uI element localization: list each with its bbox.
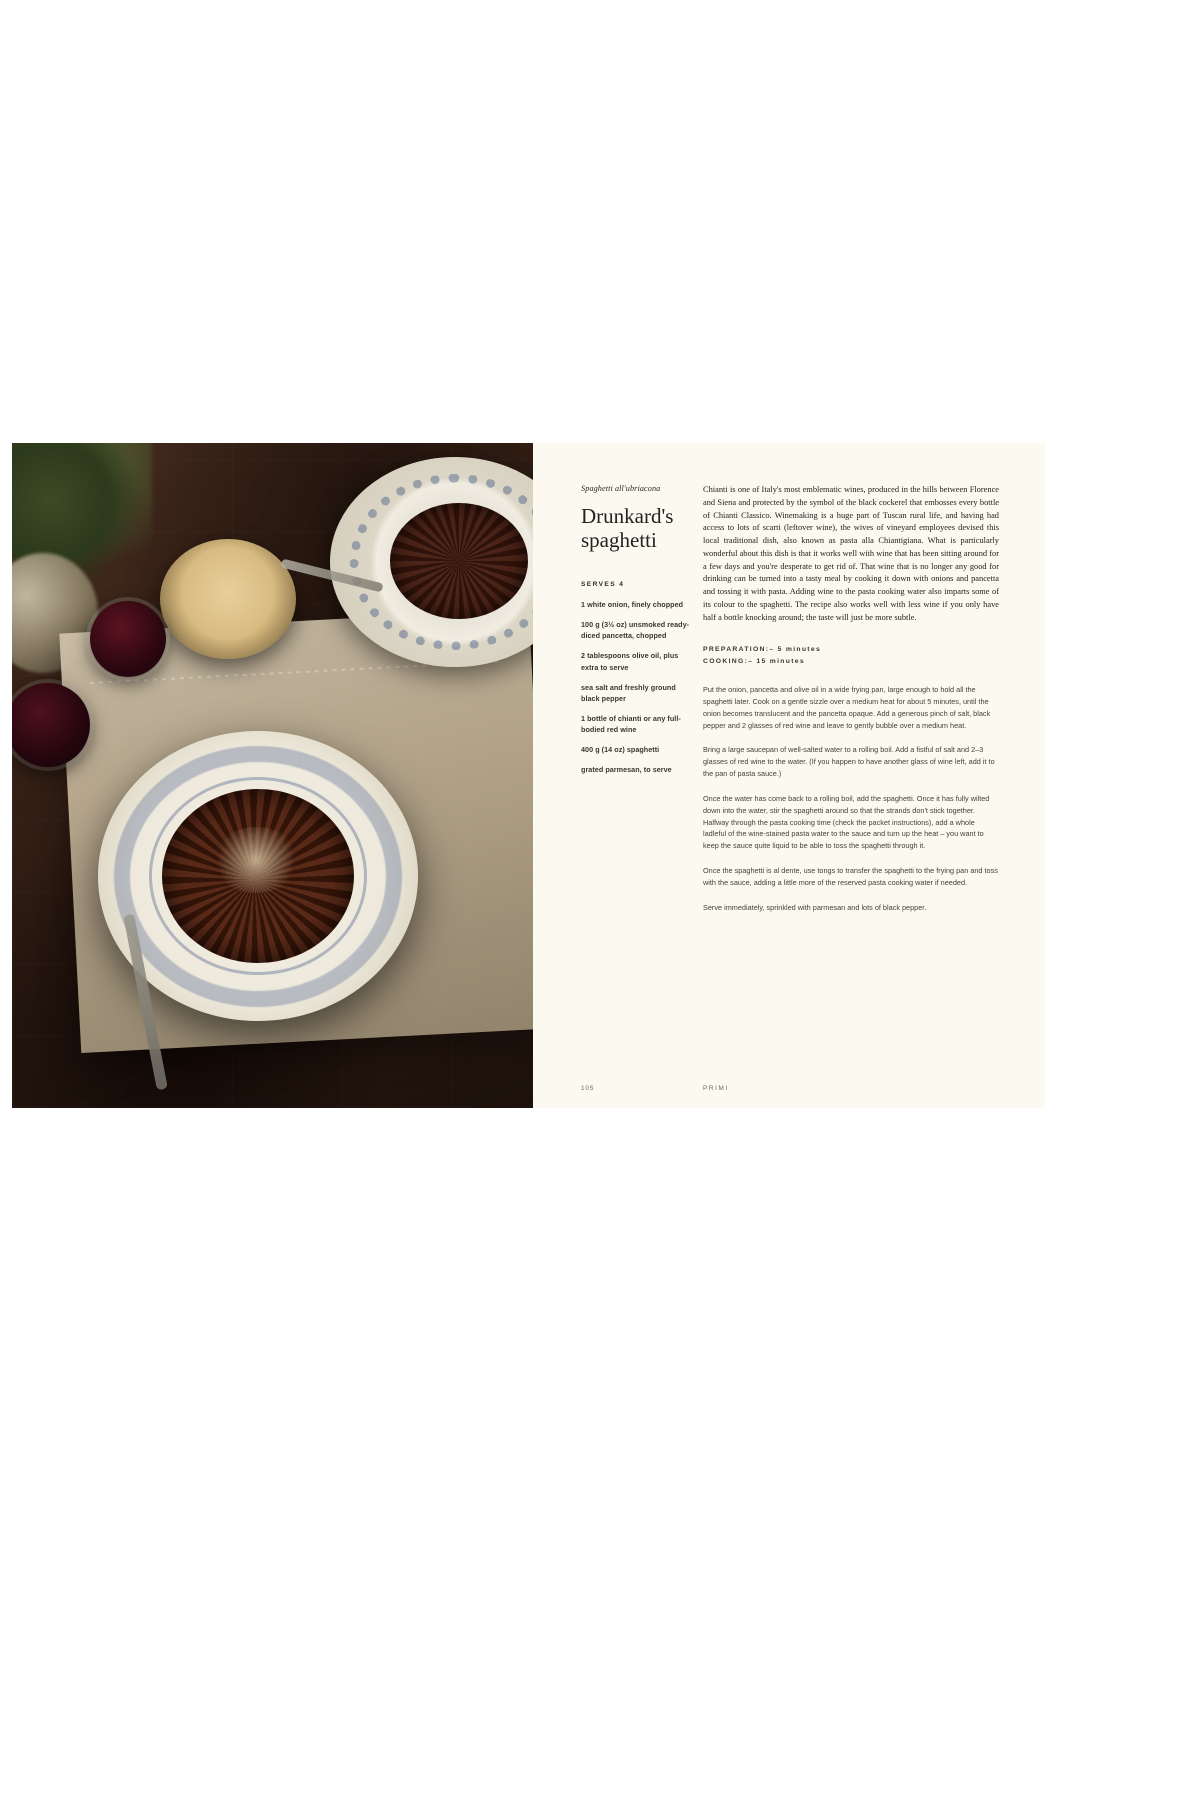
list-item: grated parmesan, to serve [581,765,672,775]
page-number: 105 [581,1085,595,1092]
list-item: 1 white onion, finely chopped [581,599,684,609]
recipe-introduction: Chianti is one of Italy's most emblematic wines, produced in the hills between Florence and Siena and protected by the symbol of the black cockerel that embosses every bottle of Chianti Classico. Winemaking is a huge part of Tuscan rural life, and having had access to lots of scarti (leftover wine), the wives of vineyard employees devised this local traditional dish, also known as pasta alla Chiantigiana. What is particularly wonderful about this dish is that it works well with wine that has been sitting around for a few days and you're desperate to get rid of. That wine that is no longer any good for drinking can be turned into a tasty meal by cooking it down with onions and pancetta and tossing it with pasta. Adding wine to the pasta cooking water also imparts some of its colour to the spaghetti. The recipe also works well with less wine if you only have half a bottle knocking around; the taste will just be more subtle. [703,485,999,622]
list-item: 2 tablespoons olive oil, plus extra to serve [581,651,679,672]
italian-recipe-title: Spaghetti all'ubriacona [581,484,661,493]
parmesan-bowl [160,539,296,659]
pasta-serving-secondary [390,503,528,619]
method-column [703,484,999,926]
recipe-photograph [12,443,533,1108]
method-steps [703,684,999,913]
list-item: 100 g (3½ oz) unsmoked ready-diced pancetta, chopped [581,620,690,641]
method-step: Serve immediately, sprinkled with parmesan and lots of black pepper. [703,902,927,912]
method-step: Bring a large saucepan of well-salted water to a rolling boil. Add a fistful of salt and 2–3 glasses of red wine to the water. (If you happen to have another glass of wine left, add it to the pan of pasta sauce.) [703,745,995,779]
list-item: 1 bottle of chianti or any full-bodied red wine [581,713,681,735]
cooking-time: COOKING:– 15 minutes [703,658,805,666]
ingredients-column [581,484,691,785]
pasta-serving-main [162,789,354,963]
method-step: Once the water has come back to a rolling boil, add the spaghetti. Once it has fully wilted down into the water, stir the spaghetti around so that the strands don't stick together. Halfway through the pasta cooking time (check the packet instructions), add a whole ladleful of the wine-stained pasta water to the sauce and turn up the heat – you want to keep the sauce quite liquid to be able to toss the spaghetti through it. [703,793,990,851]
list-item: sea salt and freshly ground black pepper [581,682,676,703]
method-step: Put the onion, pancetta and olive oil in a wide frying pan, large enough to hold all the spaghetti later. Cook on a gentle sizzle over a medium heat for about 5 minutes, until the onion becomes translucent and the pancetta opaque. Add a generous pinch of salt, black pepper and 2 glasses of red wine and leave to gently bubble over a medium heat. [703,685,991,730]
list-item: 400 g (14 oz) spaghetti [581,745,660,755]
recipe-text-page [533,443,1045,1108]
chapter-name: PRIMI [703,1085,729,1092]
book-spread [12,443,1045,1108]
ingredients-list [581,599,691,776]
method-step: Once the spaghetti is al dente, use tongs to transfer the spaghetti to the frying pan and toss with the sauce, adding a little more of the reserved pasta cooking water if needed. [703,865,998,887]
preparation-time: PREPARATION:– 5 minutes [703,646,822,654]
timing-block [703,644,999,668]
serves-label: SERVES 4 [581,580,625,588]
wine-glass-one [90,601,166,677]
page-title: Drunkard's spaghetti [581,504,674,552]
